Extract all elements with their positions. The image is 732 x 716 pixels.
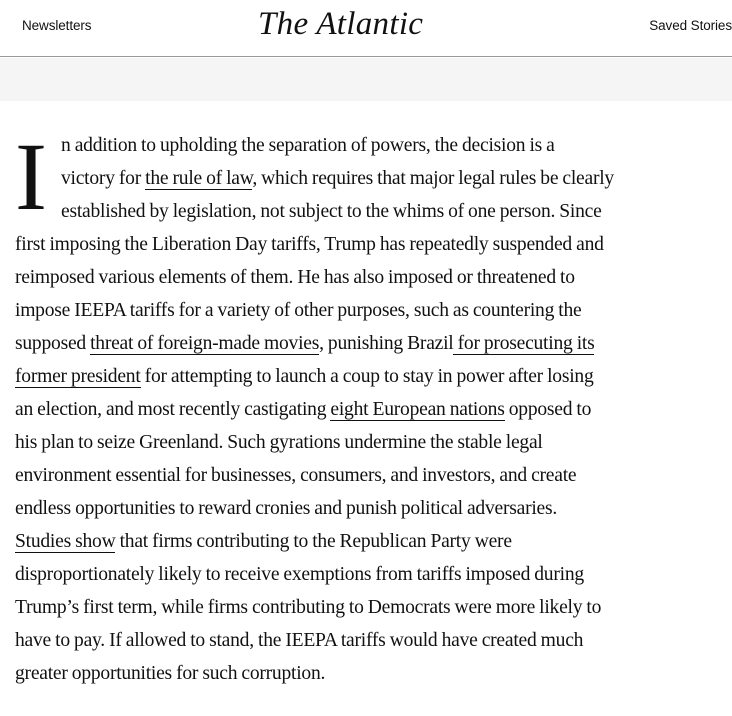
article-body <box>15 123 705 690</box>
inline-link[interactable]: eight European nations <box>330 399 505 420</box>
text-run: first imposing the Liberation Day tariffs, Trump has repeatedly suspended and <box>15 234 604 255</box>
inline-link[interactable]: former president <box>15 366 141 387</box>
text-run: endless opportunities to reward cronies and punish political adversaries. <box>15 498 558 519</box>
text-line <box>15 195 705 228</box>
text-run: supposed <box>15 333 91 354</box>
text-run: reimposed various elements of them. He has also imposed or threatened to <box>15 267 575 288</box>
text-line <box>15 492 705 525</box>
newsletters-link[interactable]: Newsletters <box>22 18 92 33</box>
text-line <box>15 162 705 195</box>
text-line <box>15 525 705 558</box>
text-run: an election, and most recently castigating <box>15 399 331 420</box>
text-run: for attempting to launch a coup to stay in power after losing <box>140 366 594 387</box>
drop-cap: I <box>15 123 47 230</box>
text-line <box>15 228 705 261</box>
inline-link[interactable]: for prosecuting its <box>453 333 595 354</box>
text-line <box>15 393 705 426</box>
site-header <box>0 0 732 57</box>
text-run: disproportionately likely to receive exemptions from tariffs imposed during <box>15 564 584 585</box>
site-logo[interactable]: The Atlantic <box>258 6 424 42</box>
text-run: , punishing Brazil <box>319 333 454 354</box>
text-run: established by legislation, not subject to the whims of one person. Since <box>61 201 602 222</box>
text-line <box>15 657 705 690</box>
text-run: greater opportunities for such corruption. <box>15 663 326 684</box>
text-run: Trump’s first term, while firms contributing to Democrats were more likely to <box>15 597 602 618</box>
text-run: n addition to upholding the separation of powers, the decision is a <box>61 135 555 156</box>
text-run: that firms contributing to the Republican Party were <box>115 531 512 552</box>
saved-stories-link[interactable]: Saved Stories <box>649 18 732 33</box>
text-run: victory for <box>61 168 146 189</box>
text-line <box>15 360 705 393</box>
text-line <box>15 624 705 657</box>
text-line <box>15 294 705 327</box>
paragraph <box>15 123 705 690</box>
text-line <box>15 261 705 294</box>
inline-link[interactable]: the rule of law <box>145 168 253 189</box>
inline-link[interactable]: threat of foreign-made movies <box>90 333 320 354</box>
text-line <box>15 459 705 492</box>
text-line <box>15 558 705 591</box>
text-run: environment essential for businesses, consumers, and investors, and create <box>15 465 577 486</box>
text-run: have to pay. If allowed to stand, the IEEPA tariffs would have created much <box>15 630 584 651</box>
text-run: , which requires that major legal rules be clearly <box>252 168 614 189</box>
text-line <box>15 327 705 360</box>
inline-link[interactable]: Studies show <box>15 531 116 552</box>
text-line <box>15 129 705 162</box>
text-run: impose IEEPA tariffs for a variety of other purposes, such as countering the <box>15 300 582 321</box>
text-run: opposed to <box>504 399 592 420</box>
text-line <box>15 591 705 624</box>
ad-band <box>0 58 732 101</box>
text-run: his plan to seize Greenland. Such gyrations undermine the stable legal <box>15 432 543 453</box>
text-line <box>15 426 705 459</box>
